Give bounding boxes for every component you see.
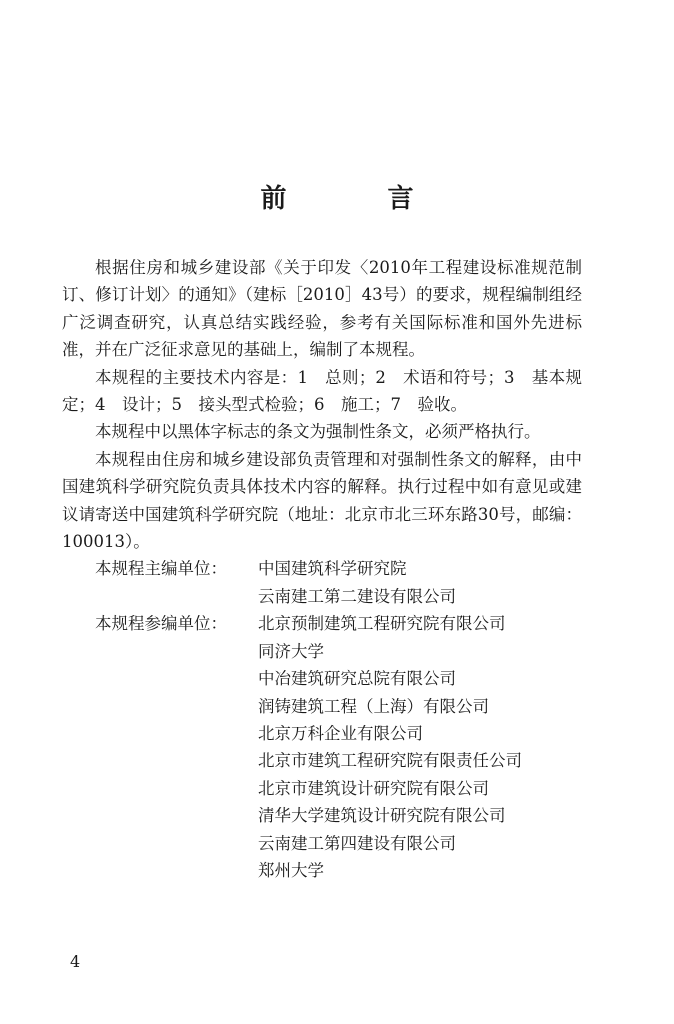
participant-list	[258, 610, 522, 884]
page-title: 前 言	[260, 184, 460, 214]
participant-units	[62, 610, 582, 884]
paragraph-contents: 本规程的主要技术内容是：1 总则；2 术语和符号；3 基本规定；4 设计；5 接头型式检验；6 施工；7 验收。	[62, 367, 582, 415]
list-item: 北京市建筑设计研究院有限公司	[258, 778, 489, 798]
list-item: 中冶建筑研究总院有限公司	[258, 669, 456, 689]
list-item: 润铸建筑工程（上海）有限公司	[258, 696, 489, 716]
participant-label: 本规程参编单位：	[95, 614, 227, 634]
list-item: 同济大学	[258, 641, 324, 661]
paragraph-basis: 根据住房和城乡建设部《关于印发〈2010年工程建设标准规范制订、修订计划〉的通知》（建标［2010］43号）的要求，规程编制组经广泛调查研究，认真总结实践经验，参考有关国际标准和国外先进标准，并在广泛征求意见的基础上，编制了本规程。	[62, 258, 582, 360]
list-item: 北京万科企业有限公司	[258, 723, 423, 743]
list-item: 郑州大学	[258, 860, 324, 880]
chief-editor-units	[62, 555, 582, 610]
paragraph-mandatory: 本规程中以黑体字标志的条文为强制性条文，必须严格执行。	[95, 422, 541, 442]
paragraph-management: 本规程由住房和城乡建设部负责管理和对强制性条文的解释，由中国建筑科学研究院负责具体技术内容的解释。执行过程中如有意见或建议请寄送中国建筑科学研究院（地址：北京市北三环东路30号，邮编：100013）。	[62, 449, 582, 552]
page-number: 4	[70, 952, 81, 971]
list-item: 云南建工第二建设有限公司	[258, 586, 456, 606]
list-item: 中国建筑科学研究院	[258, 559, 407, 579]
list-item: 清华大学建筑设计研究院有限公司	[258, 806, 506, 826]
list-item: 北京市建筑工程研究院有限责任公司	[258, 751, 522, 771]
preface-body	[62, 254, 582, 884]
chief-editor-label: 本规程主编单位：	[95, 559, 227, 579]
list-item: 北京预制建筑工程研究院有限公司	[258, 614, 506, 634]
chief-editor-list	[258, 555, 456, 610]
list-item: 云南建工第四建设有限公司	[258, 833, 456, 853]
